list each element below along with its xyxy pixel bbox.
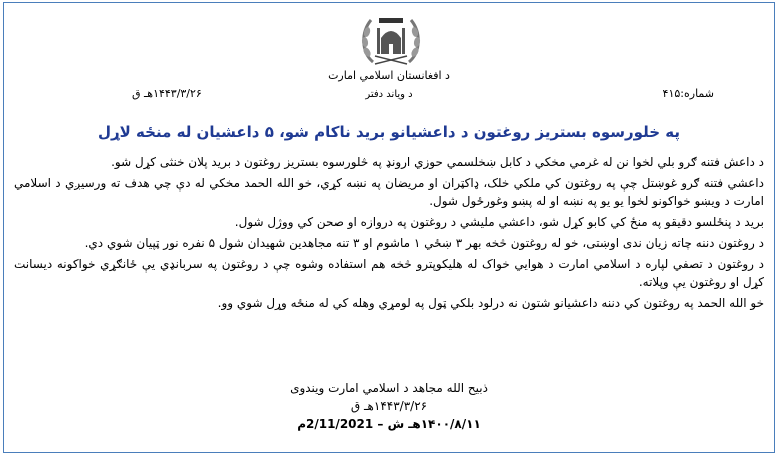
signature-block bbox=[4, 379, 774, 433]
office-name: د ویاند دفتر bbox=[365, 89, 413, 100]
header-date: ۱۴۴۳/۳/۲۶هـ ق bbox=[132, 87, 202, 100]
statement-page bbox=[3, 2, 775, 453]
paragraph: د روغتون د تصفي لپاره د اسلامي امارت د هوايي خواک له هليکوپترو څخه هم استفاده وشوه چې د روغتون په سربانډي يې ځانګړي خواکونه ديسانت کړل او روغتون يې وپلاته. bbox=[14, 257, 764, 289]
paragraph: خو الله الحمد په روغتون کي دننه داعشيانو شتون نه درلود بلکي ټول په لومړي وهله کي له منځه وړل شوي وو. bbox=[217, 296, 764, 310]
paragraph: د روغتون دننه چاته زيان ندی اوښتی، خو له روغتون څخه بهر ۳ ښځي ۱ ماشوم او ۳ تنه مجاهدين شهيدان شول ۵ نفره نور ټپيان شوي دي. bbox=[84, 236, 764, 250]
paragraph: داعشي فتنه ګرو غوښتل چې په روغتون کي ملکي خلک، ډاکټران او مريضان په نښه کړي، خو الله الحمد مخکي له دې چي هدف ته ورسيږي د اسلامي امارت د ويښو خواکونو لخوا يو يو په نښه او له پښو وغورځول شول. bbox=[14, 176, 764, 208]
islamic-emirate-emblem-icon bbox=[353, 12, 429, 68]
statement-body bbox=[14, 153, 764, 315]
paragraph: بريد د پنځلسو دقيقو په منځ کي کابو کړل شو، داعشي مليشي د روغتون په دروازه او صحن کي ووژل شول. bbox=[234, 215, 764, 229]
paragraph: د داعش فتنه ګرو بلي لخوا نن له غرمي مخکي د کابل ښخلسمي حوزي ارونډ په څلورسوه بستريز روغتون د بريد پلان خنثی کړل شو. bbox=[111, 155, 764, 169]
statement-title: په خلورسوه بستريز روغتون د داعشيانو بريد ناكام شو، ۵ داعشيان له منځه لاړل bbox=[98, 123, 680, 141]
document-number: شماره:۴۱۵ bbox=[662, 87, 714, 100]
signature-date-hijri: ۱۴۴۳/۳/۲۶هـ ق bbox=[350, 399, 428, 413]
spokesman-name: ذبيح الله مجاهد د اسلامي امارت ويندوی bbox=[290, 381, 488, 395]
country-name: د افغانستان اسلامي امارت bbox=[328, 69, 450, 82]
signature-date-combined: ۱۴۰۰/۸/۱۱هـ ش – 2/11/2021م bbox=[297, 417, 481, 431]
